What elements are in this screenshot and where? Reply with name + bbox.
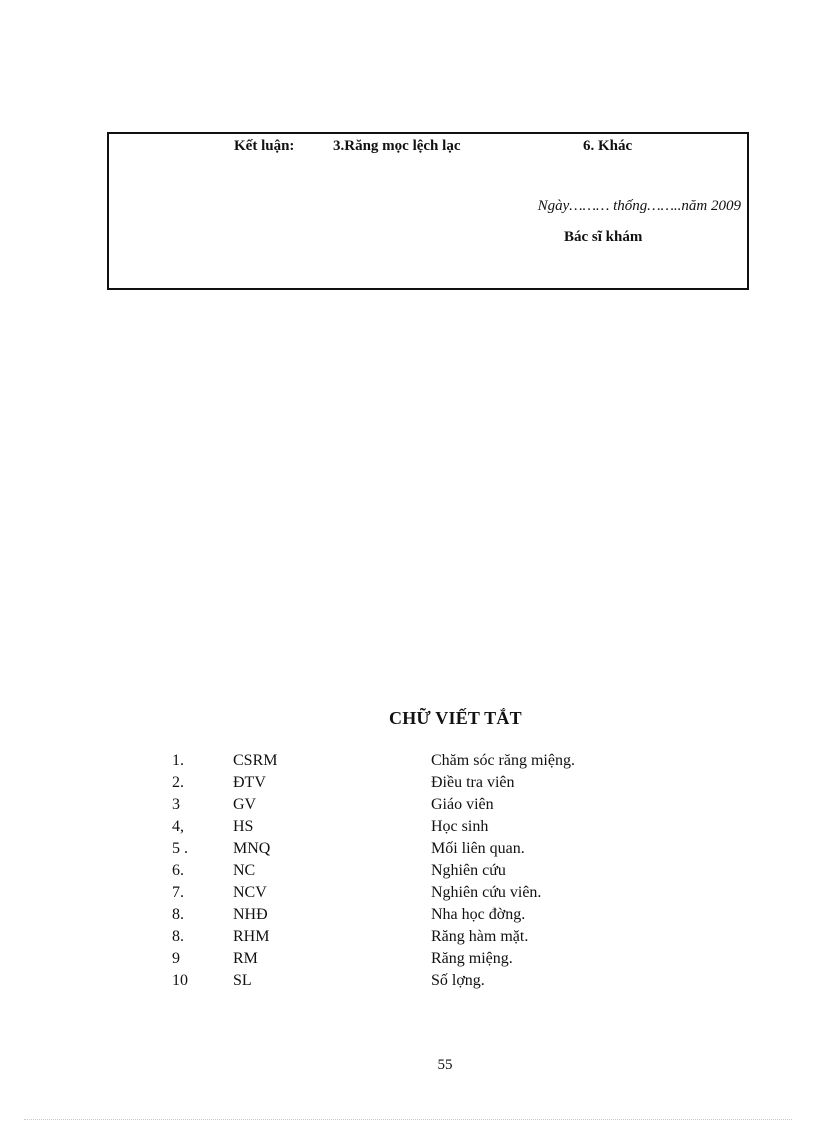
abbreviation-number: 10 [172, 972, 188, 989]
abbreviation-row [172, 816, 652, 838]
abbreviation-row [172, 772, 652, 794]
abbreviation-number: 8. [172, 928, 184, 945]
abbreviation-code: NC [233, 862, 256, 879]
abbreviation-meaning: Mối liên quan. [431, 840, 525, 857]
abbreviation-code: MNQ [233, 840, 271, 857]
abbreviation-row [172, 860, 652, 882]
conclusion-option-6: 6. Khác [583, 138, 633, 154]
abbreviations-title: CHỮ VIẾT TẮT [389, 708, 522, 728]
date-line: Ngày……… thống……..năm 2009 [537, 198, 741, 214]
abbreviation-meaning: Chăm sóc răng miệng. [431, 752, 575, 769]
abbreviation-code: NCV [233, 884, 267, 901]
abbreviation-meaning: Nha học đờng. [431, 906, 526, 923]
page-bottom-divider [24, 1119, 792, 1120]
abbreviation-code: ĐTV [233, 774, 266, 791]
abbreviation-row [172, 838, 652, 860]
conclusion-option-3: 3.Răng mọc lệch lạc [333, 138, 461, 154]
abbreviation-code: NHĐ [233, 906, 268, 923]
abbreviation-code: HS [233, 818, 254, 835]
abbreviation-row [172, 750, 652, 772]
page-number: 55 [437, 1057, 453, 1073]
abbreviation-code: GV [233, 796, 257, 813]
abbreviation-meaning: Nghiên cứu viên. [431, 884, 542, 901]
abbreviation-code: RHM [233, 928, 270, 945]
abbreviation-number: 1. [172, 752, 184, 769]
abbreviation-meaning: Số lợng. [431, 972, 485, 989]
abbreviation-number: 6. [172, 862, 184, 879]
abbreviation-row [172, 948, 652, 970]
examining-doctor-label: Bác sĩ khám [564, 229, 643, 245]
abbreviation-row [172, 794, 652, 816]
abbreviation-code: RM [233, 950, 258, 967]
conclusion-label: Kết luận: [234, 138, 295, 154]
abbreviation-list [172, 750, 652, 992]
abbreviation-number: 4, [172, 818, 184, 835]
abbreviation-code: SL [233, 972, 252, 989]
abbreviation-meaning: Giáo viên [431, 796, 494, 813]
exam-conclusion-box [107, 132, 749, 290]
abbreviation-meaning: Răng miệng. [431, 950, 513, 967]
abbreviation-meaning: Nghiên cứu [431, 862, 506, 879]
abbreviation-number: 8. [172, 906, 184, 923]
abbreviation-number: 5 . [172, 840, 188, 857]
abbreviation-number: 9 [172, 950, 180, 967]
abbreviation-meaning: Răng hàm mặt. [431, 928, 529, 945]
abbreviation-number: 7. [172, 884, 184, 901]
abbreviation-number: 2. [172, 774, 184, 791]
abbreviation-code: CSRM [233, 752, 278, 769]
abbreviation-row [172, 882, 652, 904]
abbreviation-number: 3 [172, 796, 180, 813]
abbreviation-meaning: Học sinh [431, 818, 489, 835]
abbreviation-meaning: Điều tra viên [431, 774, 515, 791]
abbreviation-row [172, 904, 652, 926]
abbreviation-row [172, 926, 652, 948]
abbreviation-row [172, 970, 652, 992]
